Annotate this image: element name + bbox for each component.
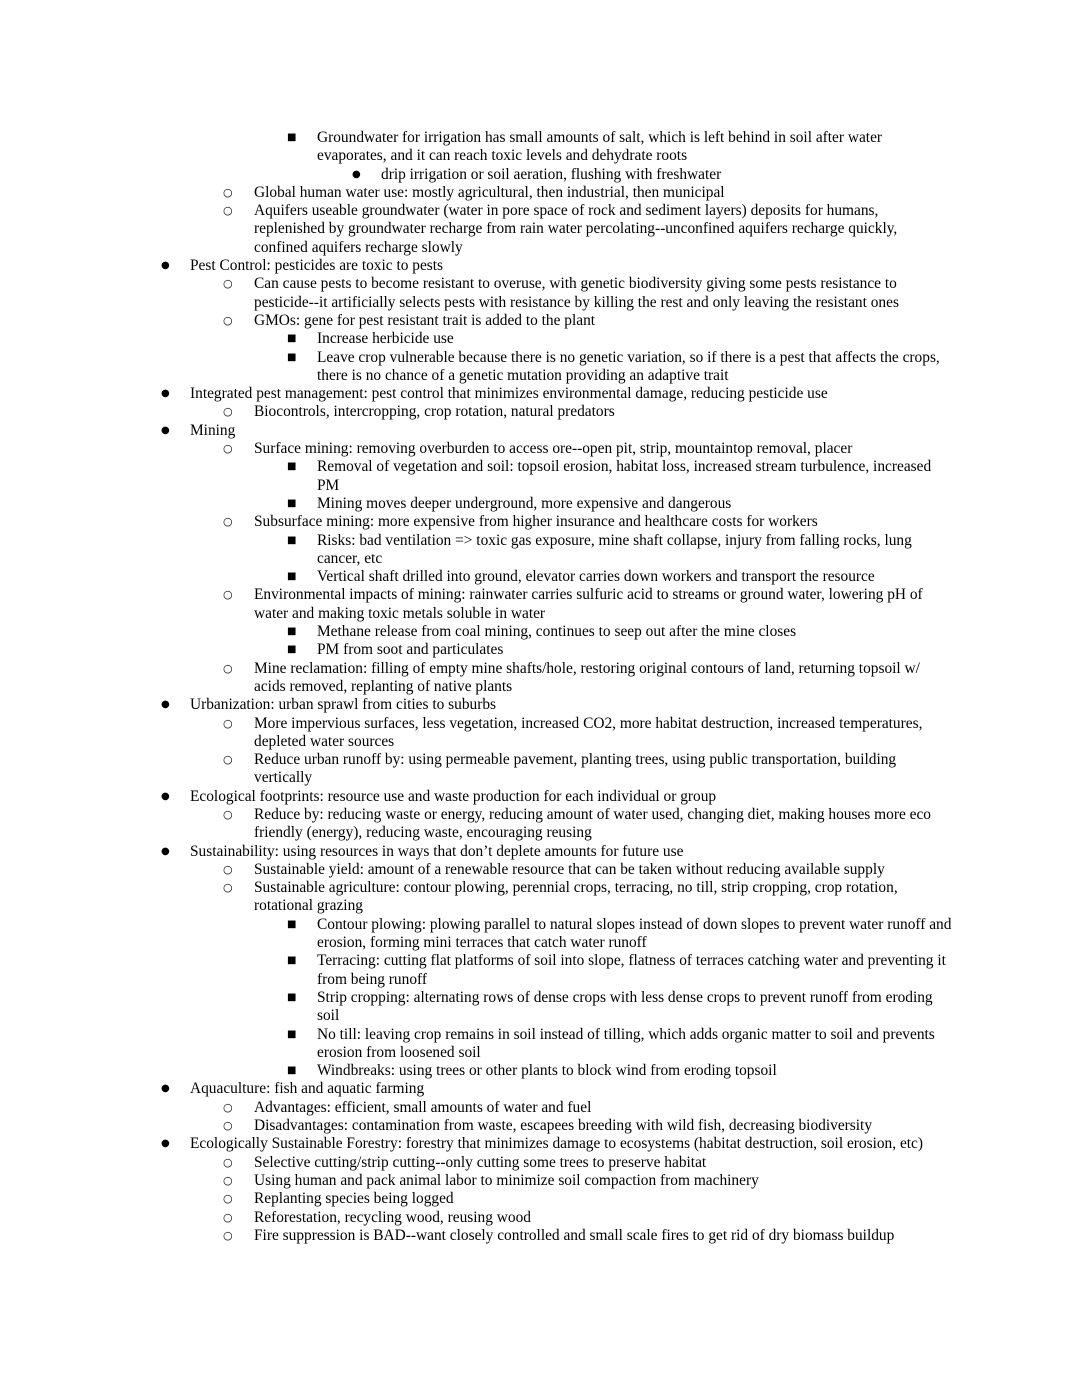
list-item-text: Strip cropping: alternating rows of dense crops with less dense crops to prevent runoff from eroding soil: [317, 988, 933, 1025]
bullet-circle-icon: ○: [223, 1192, 233, 1206]
list-item: [0, 989, 1080, 1026]
list-item: [0, 843, 1080, 861]
list-item-text: Mining: [190, 421, 236, 439]
bullet-disc-icon: ●: [161, 1138, 170, 1150]
bullet-square-icon: ■: [287, 1065, 297, 1077]
list-item-text: GMOs: gene for pest resistant trait is added to the plant: [254, 311, 596, 329]
list-item-text: Risks: bad ventilation => toxic gas exposure, mine shaft collapse, injury from falling rocks, lung cancer, etc: [317, 531, 912, 567]
bullet-circle-icon: ○: [223, 313, 233, 327]
list-item: [0, 568, 1080, 586]
list-item: [0, 696, 1080, 714]
list-item: [0, 1099, 1080, 1117]
list-item-text: Surface mining: removing overburden to access ore--open pit, strip, mountaintop removal, placer: [254, 440, 853, 458]
list-item-text: Using human and pack animal labor to minimize soil compaction from machinery: [254, 1171, 759, 1189]
bullet-disc-icon: ●: [161, 790, 170, 802]
list-item-text: Global human water use: mostly agricultural, then industrial, then municipal: [254, 183, 725, 201]
list-item-text: Integrated pest management: pest control that minimizes environmental damage, reducing pesticide use: [190, 385, 828, 403]
list-item: [0, 1026, 1080, 1063]
list-item-text: Advantages: efficient, small amounts of water and fuel: [254, 1098, 592, 1116]
list-item-text: Subsurface mining: more expensive from higher insurance and healthcare costs for workers: [254, 513, 818, 531]
list-item: [0, 641, 1080, 659]
bullet-square-icon: ■: [287, 497, 297, 509]
list-item: [0, 275, 1080, 312]
list-item-text: Groundwater for irrigation has small amounts of salt, which is left behind in soil after water evaporates, and it can reach toxic levels and dehydrate roots: [317, 129, 883, 165]
bullet-circle-icon: ○: [223, 405, 233, 419]
bullet-circle-icon: ○: [223, 204, 233, 218]
list-item: [0, 623, 1080, 641]
list-item-text: drip irrigation or soil aeration, flushing with freshwater: [381, 165, 722, 183]
list-item: [0, 257, 1080, 275]
list-item: [0, 422, 1080, 440]
bullet-circle-icon: ○: [223, 807, 233, 821]
bullet-circle-icon: ○: [223, 1228, 233, 1242]
list-item-text: Sustainability: using resources in ways that don’t deplete amounts for future use: [190, 842, 684, 860]
bullet-circle-icon: ○: [223, 753, 233, 767]
list-item-text: Ecologically Sustainable Forestry: forestry that minimizes damage to ecosystems (habitat destruction, soil erosion, etc): [190, 1135, 924, 1153]
list-item-text: Leave crop vulnerable because there is no genetic variation, so if there is a pest that affects the crops, there is no chance of a genetic mutation providing an adaptive trait: [317, 348, 940, 384]
list-item-text: More impervious surfaces, less vegetation, increased CO2, more habitat destruction, increased temperatures, depleted water sources: [254, 714, 923, 750]
list-item-text: Urbanization: urban sprawl from cities to suburbs: [190, 696, 497, 714]
bullet-disc-icon: ●: [161, 424, 170, 436]
bullet-circle-icon: ○: [223, 1119, 233, 1133]
list-item: [0, 1062, 1080, 1080]
list-item: [0, 440, 1080, 458]
bullet-circle-icon: ○: [223, 1173, 233, 1187]
list-item: [0, 458, 1080, 495]
list-item-text: Reforestation, recycling wood, reusing wood: [254, 1208, 531, 1226]
list-item: [0, 660, 1080, 697]
list-item: [0, 166, 1080, 184]
list-item: [0, 586, 1080, 623]
list-item-text: Mining moves deeper underground, more expensive and dangerous: [317, 494, 732, 512]
list-item: [0, 349, 1080, 386]
bullet-disc-icon: ●: [352, 168, 361, 180]
list-item: [0, 1117, 1080, 1135]
list-item: [0, 751, 1080, 788]
list-item: [0, 715, 1080, 752]
list-item-text: Replanting species being logged: [254, 1190, 454, 1208]
list-item: [0, 330, 1080, 348]
bullet-disc-icon: ●: [161, 260, 170, 272]
list-item-text: Aquifers useable groundwater (water in pore space of rock and sediment layers) deposits for humans, replenished by groundwater recharge from rain water percolating--unconfined aquifers recharge quickly, confined aquifers recharge slowly: [254, 202, 898, 256]
list-item: [0, 532, 1080, 569]
list-item: [0, 513, 1080, 531]
bullet-circle-icon: ○: [223, 1210, 233, 1224]
bullet-disc-icon: ●: [161, 845, 170, 857]
list-item: [0, 403, 1080, 421]
bullet-circle-icon: ○: [223, 1155, 233, 1169]
bullet-square-icon: ■: [287, 991, 297, 1003]
list-item-text: Terracing: cutting flat platforms of soil into slope, flatness of terraces catching water and preventing it from being runoff: [317, 952, 946, 988]
bullet-circle-icon: ○: [223, 277, 233, 291]
bullet-disc-icon: ●: [161, 1083, 170, 1095]
bullet-square-icon: ■: [287, 644, 297, 656]
bullet-disc-icon: ●: [161, 699, 170, 711]
bullet-circle-icon: ○: [223, 661, 233, 675]
list-item: [0, 879, 1080, 916]
bullet-square-icon: ■: [287, 571, 297, 583]
list-item-text: Pest Control: pesticides are toxic to pests: [190, 257, 444, 275]
list-item-text: Fire suppression is BAD--want closely controlled and small scale fires to get rid of dry biomass buildup: [254, 1226, 895, 1244]
list-item-text: Removal of vegetation and soil: topsoil erosion, habitat loss, increased stream turbulence, increased PM: [317, 458, 932, 494]
list-item: [0, 184, 1080, 202]
list-item: [0, 788, 1080, 806]
list-item: [0, 312, 1080, 330]
bullet-square-icon: ■: [287, 955, 297, 967]
bullet-square-icon: ■: [287, 626, 297, 638]
bullet-square-icon: ■: [287, 461, 297, 473]
list-item: [0, 916, 1080, 953]
list-item-text: No till: leaving crop remains in soil instead of tilling, which adds organic matter to soil and prevents erosion from loosened soil: [317, 1025, 935, 1061]
bullet-circle-icon: ○: [223, 862, 233, 876]
list-item-text: Environmental impacts of mining: rainwater carries sulfuric acid to streams or ground water, lowering pH of water and making toxic metals soluble in water: [254, 586, 923, 622]
list-item-text: Sustainable agriculture: contour plowing, perennial crops, terracing, no till, strip cropping, crop rotation, rotational grazing: [254, 879, 898, 915]
list-item-text: Methane release from coal mining, continues to seep out after the mine closes: [317, 623, 797, 641]
list-item-text: Mine reclamation: filling of empty mine shafts/hole, restoring original contours of land, returning topsoil w/ acids removed, replanting of native plants: [254, 659, 920, 695]
bullet-circle-icon: ○: [223, 716, 233, 730]
list-item-text: Ecological footprints: resource use and waste production for each individual or group: [190, 787, 717, 805]
list-item-text: Vertical shaft drilled into ground, elevator carries down workers and transport the resource: [317, 568, 875, 586]
list-item: [0, 1209, 1080, 1227]
notes-list: [0, 129, 1080, 1245]
list-item: [0, 1080, 1080, 1098]
list-item: [0, 806, 1080, 843]
bullet-square-icon: ■: [287, 132, 297, 143]
list-item: [0, 129, 1080, 166]
bullet-circle-icon: ○: [223, 1100, 233, 1114]
bullet-disc-icon: ●: [161, 388, 170, 400]
list-item-text: Disadvantages: contamination from waste, escapees breeding with wild fish, decreasing biodiversity: [254, 1117, 873, 1135]
bullet-circle-icon: ○: [223, 588, 233, 602]
list-item-text: Selective cutting/strip cutting--only cutting some trees to preserve habitat: [254, 1153, 707, 1171]
list-item: [0, 202, 1080, 257]
list-item-text: Reduce by: reducing waste or energy, reducing amount of water used, changing diet, making houses more eco friendly (energy), reducing waste, encouraging reusing: [254, 805, 931, 842]
bullet-square-icon: ■: [287, 534, 297, 546]
list-item-text: PM from soot and particulates: [317, 641, 504, 659]
list-item-text: Aquaculture: fish and aquatic farming: [190, 1080, 425, 1098]
bullet-circle-icon: ○: [223, 442, 233, 456]
list-item: [0, 952, 1080, 989]
list-item: [0, 1190, 1080, 1208]
list-item-text: Biocontrols, intercropping, crop rotation, natural predators: [254, 403, 615, 421]
list-item-text: Can cause pests to become resistant to overuse, with genetic biodiversity giving some pests resistance to pesticide--it artificially selects pests with resistance by killing the rest and only leaving the resistant ones: [254, 275, 899, 311]
bullet-square-icon: ■: [287, 918, 297, 930]
bullet-square-icon: ■: [287, 1028, 297, 1040]
list-item-text: Reduce urban runoff by: using permeable pavement, planting trees, using public transportation, building vertically: [254, 751, 897, 787]
bullet-circle-icon: ○: [223, 881, 233, 895]
list-item-text: Windbreaks: using trees or other plants to block wind from eroding topsoil: [317, 1062, 777, 1080]
list-item: [0, 1227, 1080, 1245]
list-item: [0, 385, 1080, 403]
bullet-square-icon: ■: [287, 351, 297, 363]
bullet-square-icon: ■: [287, 333, 297, 345]
list-item: [0, 1154, 1080, 1172]
bullet-circle-icon: ○: [223, 515, 233, 529]
list-item: [0, 495, 1080, 513]
list-item-text: Contour plowing: plowing parallel to natural slopes instead of down slopes to prevent water runoff and erosion, forming mini terraces that catch water runoff: [317, 915, 952, 952]
list-item-text: Sustainable yield: amount of a renewable resource that can be taken without reducing available supply: [254, 860, 885, 878]
bullet-circle-icon: ○: [223, 185, 233, 199]
list-item-text: Increase herbicide use: [317, 330, 454, 348]
list-item: [0, 1172, 1080, 1190]
list-item: [0, 1135, 1080, 1153]
list-item: [0, 861, 1080, 879]
